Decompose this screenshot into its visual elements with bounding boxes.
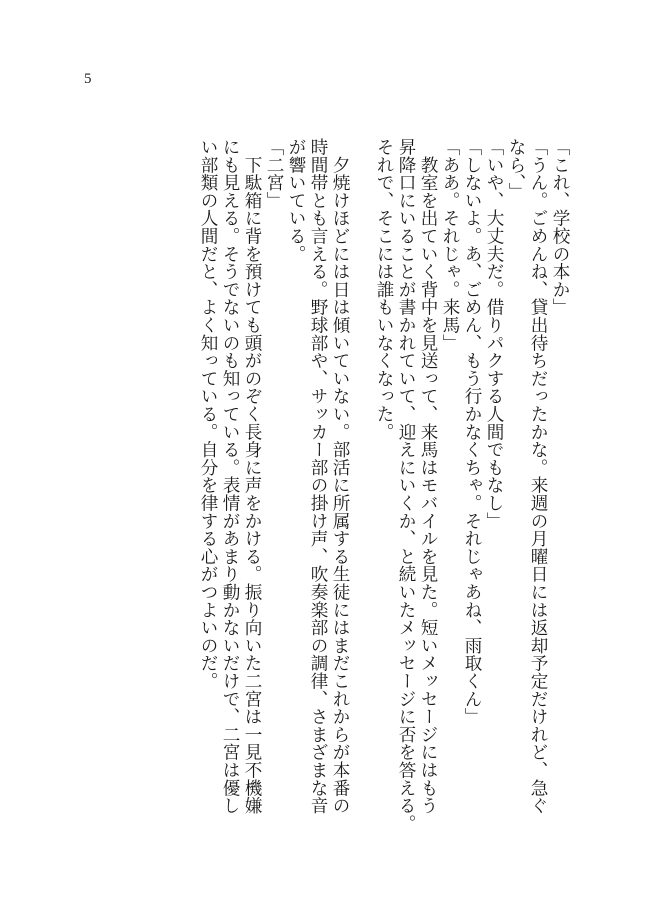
body-text <box>197 138 571 833</box>
text-line: 昇降口にいることが書かれていて、迎えにいくか、と続いたメッセージに否を答える。 <box>396 138 416 833</box>
text-line: 夕焼けほどには日は傾いていない。部活に所属する生徒にはまだこれからが本番の <box>330 138 350 815</box>
blank-line <box>351 138 373 788</box>
text-line: 「これ、学校の本か」 <box>550 138 570 316</box>
text-line: 「二宮」 <box>264 138 284 210</box>
text-line: なら、」 <box>506 138 526 201</box>
text-line: い部類の人間だと、よく知っている。自分を律する心がつよいのだ。 <box>198 138 218 690</box>
page-number: 5 <box>84 71 92 87</box>
text-line: 教室を出ていく背中を見送って、来馬はモバイルを見た。短いメッセージにはもう <box>418 138 438 815</box>
text-line: 「うん。ごめんね、貸出待ちだったかな。来週の月曜日には返却予定だけれど、急ぐ <box>528 138 548 815</box>
text-line: 「しないよ。あ、ごめん、もう行かなくちゃ。それじゃあね、雨取くん」 <box>462 138 482 726</box>
text-line: それで、そこには誰もいなくなった。 <box>374 138 394 441</box>
text-line: 下駄箱に背を預けても頭がのぞく長身に声をかける。振り向いた二宮は一見不機嫌 <box>242 138 262 815</box>
text-line: 「いや、大丈夫だ。借りパクする人間でもなし」 <box>484 138 504 530</box>
text-line: 時間帯とも言える。野球部や、サッカー部の掛け声、吹奏楽部の調律、さまざまな音 <box>308 138 328 815</box>
text-line: にも見える。そうでないのも知っている。表情があまり動かないだけで、二宮は優し <box>220 138 240 815</box>
text-line: が響いている。 <box>286 138 306 263</box>
text-line: 「ああ。それじゃ。来馬」 <box>440 138 460 352</box>
